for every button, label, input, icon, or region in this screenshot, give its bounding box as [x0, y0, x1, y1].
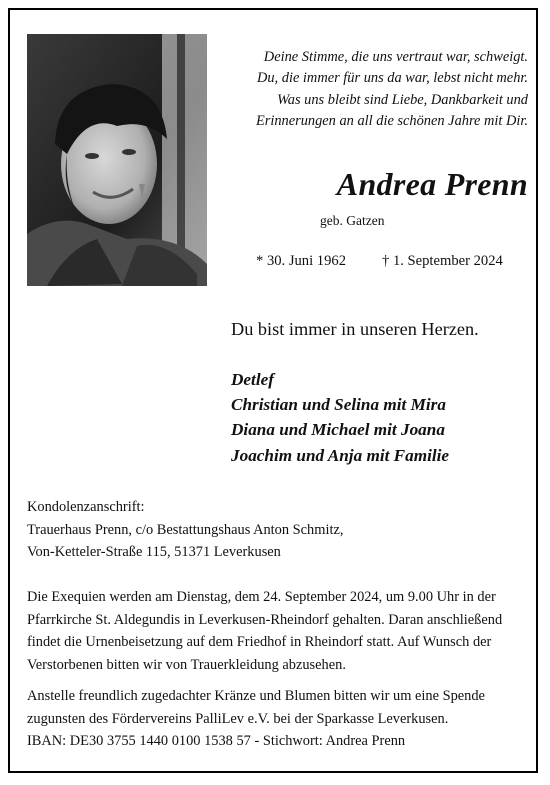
exequien-paragraph	[27, 586, 523, 676]
birth-name: geb. Gatzen	[320, 213, 385, 228]
donation-line: zugunsten des Fördervereins PalliLev e.V. bei der Sparkasse Leverkusen.	[27, 710, 449, 727]
portrait-photo	[27, 34, 207, 286]
birth-date: * 30. Juni 1962	[256, 253, 346, 269]
condolence-line: Von-Ketteler-Straße 115, 51371 Leverkusen	[27, 544, 281, 561]
family-member: Detlef	[231, 370, 274, 389]
poem-line: Deine Stimme, die uns vertraut war, schweigt.	[263, 49, 528, 65]
donation-line: IBAN: DE30 3755 1440 0100 1538 57 - Stichwort: Andrea Prenn	[27, 733, 406, 750]
exequien-line: Die Exequien werden am Dienstag, dem 24. September 2024, um 9.00 Uhr in der	[27, 589, 496, 605]
memorial-poem	[228, 47, 528, 133]
donation-paragraph	[27, 685, 523, 753]
exequien-line: Verstorbenen bitten wir von Trauerkleidung abzusehen.	[27, 656, 346, 673]
death-date: † 1. September 2024	[382, 253, 503, 269]
poem-line: Erinnerungen an all die schönen Jahre mit Dir.	[255, 113, 528, 130]
poem-line: Du, die immer für uns da war, lebst nicht mehr.	[256, 70, 528, 87]
heart-line: Du bist immer in unseren Herzen.	[231, 319, 479, 339]
family-member: Christian und Selina mit Mira	[231, 395, 446, 415]
condolence-line: Trauerhaus Prenn, c/o Bestattungshaus Anton Schmitz,	[27, 521, 344, 538]
condolence-address	[27, 496, 523, 564]
condolence-line: Kondolenzanschrift:	[27, 499, 145, 515]
poem-line: Was uns bleibt sind Liebe, Dankbarkeit und	[277, 91, 528, 108]
donation-line: Anstelle freundlich zugedachter Kränze und Blumen bitten wir um eine Spende	[27, 688, 485, 704]
exequien-line: findet die Urnenbeisetzung auf dem Friedhof in Rheindorf statt. Auf Wunsch der	[27, 634, 492, 651]
deceased-name: Andrea Prenn	[336, 166, 528, 202]
family-list	[231, 367, 449, 468]
family-member: Joachim und Anja mit Familie	[231, 445, 450, 465]
family-member: Diana und Michael mit Joana	[231, 420, 445, 440]
exequien-line: Pfarrkirche St. Aldegundis in Leverkusen-Rheindorf gehalten. Daran anschließend	[27, 611, 503, 628]
